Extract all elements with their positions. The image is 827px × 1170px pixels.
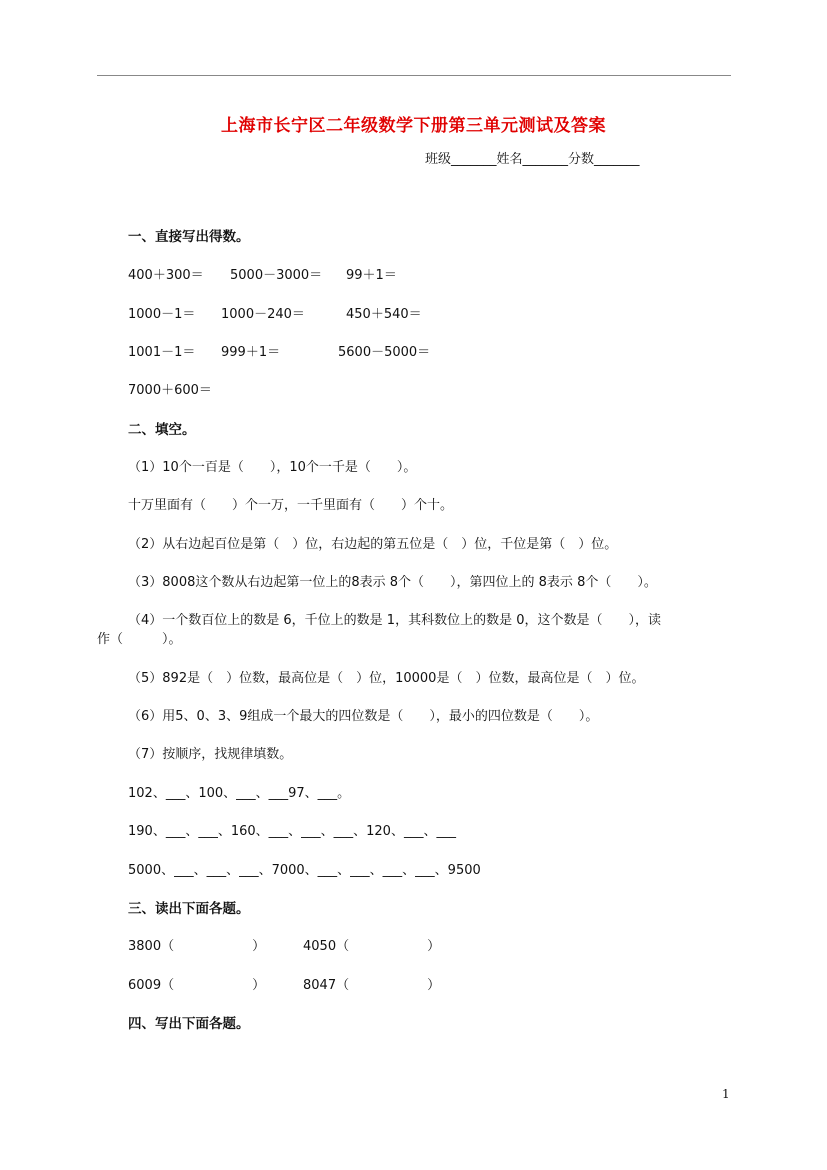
read-item: 4050（ ） bbox=[303, 939, 441, 954]
sequence-1: 102、___、100、___、___97、___。 bbox=[128, 786, 351, 801]
fill-question-2: （2）从右边起百位是第（ ）位，右边起的第五位是（ ）位，千位是第（ ）位。 bbox=[128, 537, 618, 552]
calc-item: 1000－1＝ bbox=[128, 307, 196, 322]
fill-question-1a: （1）10个一百是（ ），10个一千是（ ）。 bbox=[128, 460, 417, 475]
calc-item: 450＋540＝ bbox=[346, 307, 422, 322]
section3-heading: 三、读出下面各题。 bbox=[128, 901, 250, 917]
fill-question-7: （7）按顺序，找规律填数。 bbox=[128, 747, 293, 762]
student-info-line: 班级_______姓名_______分数_______ bbox=[425, 152, 640, 167]
sequence-3: 5000、___、___、___、7000、___、___、___、___、9500 bbox=[128, 863, 481, 878]
read-item: 6009（ ） bbox=[128, 978, 266, 993]
calc-item: 5600－5000＝ bbox=[338, 345, 431, 360]
fill-question-6: （6）用5、0、3、9组成一个最大的四位数是（ ），最小的四位数是（ ）。 bbox=[128, 709, 599, 724]
sequence-2: 190、___、___、160、___、___、___、120、___、___ bbox=[128, 824, 456, 839]
calc-item: 99＋1＝ bbox=[346, 268, 397, 283]
calc-item: 1001－1＝ bbox=[128, 345, 196, 360]
calc-item: 999＋1＝ bbox=[221, 345, 281, 360]
section2-heading: 二、填空。 bbox=[128, 422, 196, 438]
section4-heading: 四、写出下面各题。 bbox=[128, 1016, 250, 1032]
page-title: 上海市长宁区二年级数学下册第三单元测试及答案 bbox=[221, 116, 606, 136]
calc-item: 1000－240＝ bbox=[221, 307, 305, 322]
section1-heading: 一、直接写出得数。 bbox=[128, 229, 250, 245]
header-rule bbox=[97, 75, 731, 76]
calc-item: 7000＋600＝ bbox=[128, 383, 212, 398]
fill-question-1b: 十万里面有（ ）个一万，一千里面有（ ）个十。 bbox=[128, 498, 454, 513]
fill-question-3: （3）8008这个数从右边起第一位上的8表示 8个（ ），第四位上的 8表示 8个（ ）。 bbox=[128, 575, 657, 590]
calc-item: 5000－3000＝ bbox=[230, 268, 323, 283]
read-item: 8047（ ） bbox=[303, 978, 441, 993]
read-item: 3800（ ） bbox=[128, 939, 266, 954]
page-number: 1 bbox=[722, 1087, 730, 1101]
fill-question-4b: 作（ ）。 bbox=[97, 632, 182, 647]
fill-question-4a: （4）一个数百位上的数是 6，千位上的数是 1，其科数位上的数是 0，这个数是（ ），读 bbox=[128, 613, 661, 628]
fill-question-5: （5）892是（ ）位数，最高位是（ ）位，10000是（ ）位数，最高位是（ ）位。 bbox=[128, 671, 645, 686]
calc-item: 400＋300＝ bbox=[128, 268, 204, 283]
